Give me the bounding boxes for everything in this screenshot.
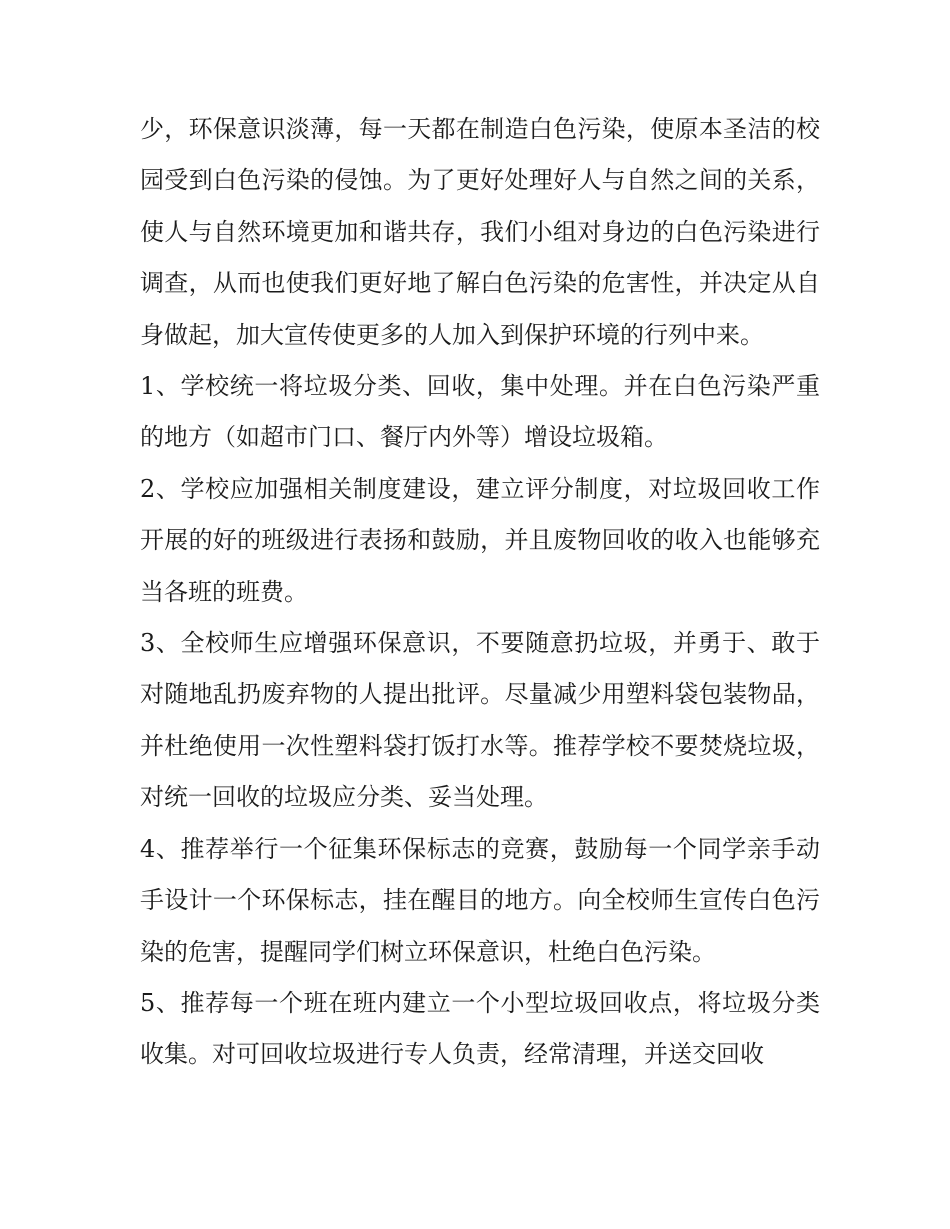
list-item-3: 3、全校师生应增强环保意识，不要随意扔垃圾，并勇于、敢于对随地乱扔废弃物的人提出批评。尽量减少用塑料袋包装物品，并杜绝使用一次性塑料袋打饭打水等。推荐学校不要焚烧垃圾，对统一回收的垃圾应分类、妥当处理。 — [140, 629, 820, 812]
list-item-2: 2、学校应加强相关制度建设，建立评分制度，对垃圾回收工作开展的好的班级进行表扬和鼓励，并且废物回收的收入也能够充当各班的班费。 — [140, 474, 820, 606]
list-item-4: 4、推荐举行一个征集环保标志的竞赛，鼓励每一个同学亲手动手设计一个环保标志，挂在醒目的地方。向全校师生宣传白色污染的危害，提醒同学们树立环保意识，杜绝白色污染。 — [140, 834, 820, 966]
intro-paragraph: 少，环保意识淡薄，每一天都在制造白色污染，使原本圣洁的校园受到白色污染的侵蚀。为了更好处理好人与自然之间的关系，使人与自然环境更加和谐共存，我们小组对身边的白色污染进行调查，从而也使我们更好地了解白色污染的危害性，并决定从自身做起，加大宣传使更多的人加入到保护环境的行列中来。 — [140, 115, 820, 349]
list-item-1: 1、学校统一将垃圾分类、回收，集中处理。并在白色污染严重的地方（如超市门口、餐厅内外等）增设垃圾箱。 — [140, 372, 820, 452]
list-item-5: 5、推荐每一个班在班内建立一个小型垃圾回收点，将垃圾分类收集。对可回收垃圾进行专人负责，经常清理，并送交回收 — [140, 988, 820, 1069]
document-body — [140, 104, 820, 1081]
